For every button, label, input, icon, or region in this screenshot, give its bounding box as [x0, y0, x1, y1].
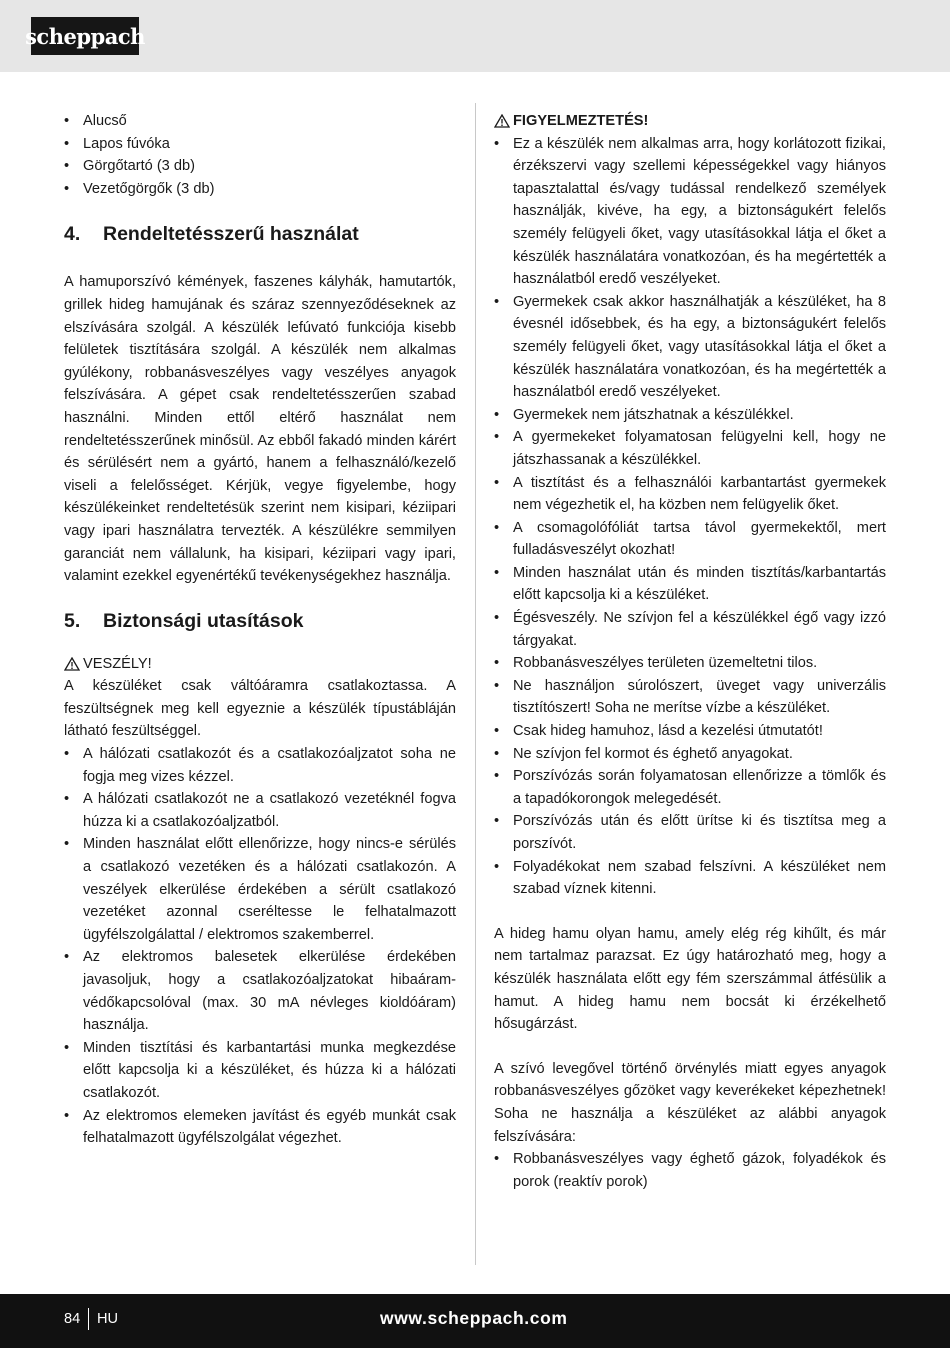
list-item: • Ez a készülék nem alkalmas arra, hogy korlátozott fizikai, érzékszervi vagy szellemi képességekkel vagy hiányos tapasztalattal és/vagy tudással rendelkező személyek használják, kivéve, ha egy, a biztonságukért felelős személy felügyeli őket, vagy utasításokkal látja el őket a készülék használatára vonatkozóan, és ha megértették a használatból eredő veszélyeket. — [494, 133, 886, 291]
brand-logo: scheppach — [31, 17, 139, 55]
left-column — [64, 110, 456, 1150]
list-item: • Porszívózás után és előtt ürítse ki és tisztítsa meg a porszívót. — [494, 810, 886, 855]
list-item: • Gyermekek nem játszhatnak a készülékkel. — [494, 404, 886, 427]
list-item: • Ne használjon súrolószert, üveget vagy univerzális tisztítószert! Soha ne merítse vízbe a készüléket. — [494, 675, 886, 720]
list-item: • Az elektromos balesetek elkerülése érdekében javasoljuk, hogy a csatlakozóaljzatokat hibaáram-védőkapcsolóval (max. 30 mA névleges kioldóáram) használja. — [64, 946, 456, 1036]
explosive-vapour-paragraph: A szívó levegővel történő örvénylés miatt egyes anyagok robbanásveszélyes gőzöket vagy keverékeket képezhetnek! Soha ne használja a készüléket az alábbi anyagok felszívására: — [494, 1060, 886, 1145]
list-item: • Görgőtartó (3 db) — [64, 155, 456, 178]
column-divider — [475, 103, 476, 1265]
page-number: 84 — [64, 1311, 81, 1327]
list-item: • A csomagolófóliát tartsa távol gyermekektől, mert fulladásveszélyt okozhat! — [494, 517, 886, 562]
list-item: • A hálózati csatlakozót és a csatlakozóaljzatot soha ne fogja meg vizes kézzel. — [64, 743, 456, 788]
list-item: • Minden tisztítási és karbantartási munka megkezdése előtt kapcsolja ki a készüléket, és húzza ki a hálózati csatlakozót. — [64, 1037, 456, 1105]
list-item: • A gyermekeket folyamatosan felügyelni kell, hogy ne játszhassanak a készülékkel. — [494, 426, 886, 471]
page-footer — [0, 1294, 950, 1348]
intended-use-paragraph: A hamuporszívó kémények, faszenes kályhák, hamutartók, grillek hideg hamujának és száraz szennyeződéseknek az elszívására szolgál. A készülék lefúvató funkciója kisebb felületek tisztítására szolgál. A készülék nem alkalmas gyúlékony, robbanásveszélyes vagy veszélyes anyagok felszívására. A gépet csak rendeltetésszerűen szabad használni. Minden ettől eltérő használat nem rendeltetésszerűnek minősül. Az ebből fakadó minden kárért és sérülésért nem a gyártó, hanem a felhasználó/kezelő viseli a felelősséget. Kérjük, vegye figyelembe, hogy készülékeinket rendeltetésük szerint nem kisipari, kéziipari vagy ipari használatra tervezték. A készülékre semmilyen garanciát nem vállalunk, ha kisipari, kéziipari vagy ipari, valamint ezekkel egyenértékű tevékenységekhez használja. — [64, 274, 456, 585]
section-heading-5 — [64, 608, 456, 634]
accessory-list — [64, 110, 456, 200]
list-item: • A tisztítást és a felhasználói karbantartást gyermekek nem végezhetik el, ha közben nem felügyelik őket. — [494, 472, 886, 517]
danger-list — [64, 743, 456, 1150]
list-item: • Minden használat előtt ellenőrizze, hogy nincs-e sérülés a csatlakozó vezetéken és a hálózati csatlakozón. A veszélyek elkerülése érdekében a sérült csatlakozó vezetéket azonnal cseréltesse le felhatalmazott ügyfélszolgálattal / elektromos szakemberrel. — [64, 833, 456, 946]
section-number: 4. — [64, 223, 81, 246]
list-item: • Vezetőgörgők (3 db) — [64, 178, 456, 201]
cold-ash-paragraph: A hideg hamu olyan hamu, amely elég rég kihűlt, és már nem tartalmaz parazsat. Ez úgy határozható meg, hogy a készülék használata előtt egy fém szerszámmal átfésülik a hamut. A hideg hamu nem bocsát ki érzékelhető hősugárzást. — [494, 925, 886, 1033]
danger-label — [64, 653, 456, 676]
list-item: • Robbanásveszélyes területen üzemeltetni tilos. — [494, 652, 886, 675]
forbidden-materials-list — [494, 1148, 886, 1193]
list-item: • Égésveszély. Ne szívjon fel a készülékkel égő vagy izzó tárgyakat. — [494, 607, 886, 652]
list-item: • Csak hideg hamuhoz, lásd a kezelési útmutatót! — [494, 720, 886, 743]
danger-intro: A készüléket csak váltóáramra csatlakoztassa. A feszültségnek meg kell egyeznie a készülék típustábláján látható feszültséggel. — [64, 678, 456, 740]
list-item: • Porszívózás során folyamatosan ellenőrizze a tömlők és a tapadókorongok melegedését. — [494, 765, 886, 810]
footer-separator — [88, 1308, 89, 1330]
warning-label — [494, 110, 886, 133]
section-title: Rendeltetésszerű használat — [103, 223, 359, 246]
warning-label-text: FIGYELMEZTETÉS! — [513, 113, 649, 129]
section-heading-4 — [64, 221, 456, 247]
list-item: • Lapos fúvóka — [64, 133, 456, 156]
list-item: • Robbanásveszélyes vagy éghető gázok, folyadékok és porok (reaktív porok) — [494, 1148, 886, 1193]
danger-label-text: VESZÉLY! — [83, 655, 152, 672]
warning-triangle-icon — [494, 114, 510, 128]
right-column — [494, 110, 886, 1193]
language-code: HU — [97, 1311, 119, 1327]
list-item: • Ne szívjon fel kormot és éghető anyagokat. — [494, 743, 886, 766]
list-item: • Alucső — [64, 110, 456, 133]
list-item: • Folyadékokat nem szabad felszívni. A készüléket nem szabad víznek kitenni. — [494, 856, 886, 901]
warning-triangle-icon — [64, 657, 80, 671]
list-item: • A hálózati csatlakozót ne a csatlakozó vezetéknél fogva húzza ki a csatlakozóaljzatból. — [64, 788, 456, 833]
list-item: • Gyermekek csak akkor használhatják a készüléket, ha 8 évesnél idősebbek, és ha egy, a biztonságukért felelős személy felügyeli őket, vagy utasításokkal látja el őket a készülék használatára vonatkozóan, és ha megértették a használatból eredő veszélyeket. — [494, 291, 886, 404]
list-item: • Minden használat után és minden tisztítás/karbantartás előtt kapcsolja ki a készüléket. — [494, 562, 886, 607]
page-header — [0, 0, 950, 72]
website-url: www.scheppach.com — [380, 1308, 568, 1328]
section-title: Biztonsági utasítások — [103, 609, 304, 632]
list-item: • Az elektromos elemeken javítást és egyéb munkát csak felhatalmazott ügyfélszolgálat végezhet. — [64, 1105, 456, 1150]
section-number: 5. — [64, 609, 81, 632]
warning-list — [494, 133, 886, 901]
